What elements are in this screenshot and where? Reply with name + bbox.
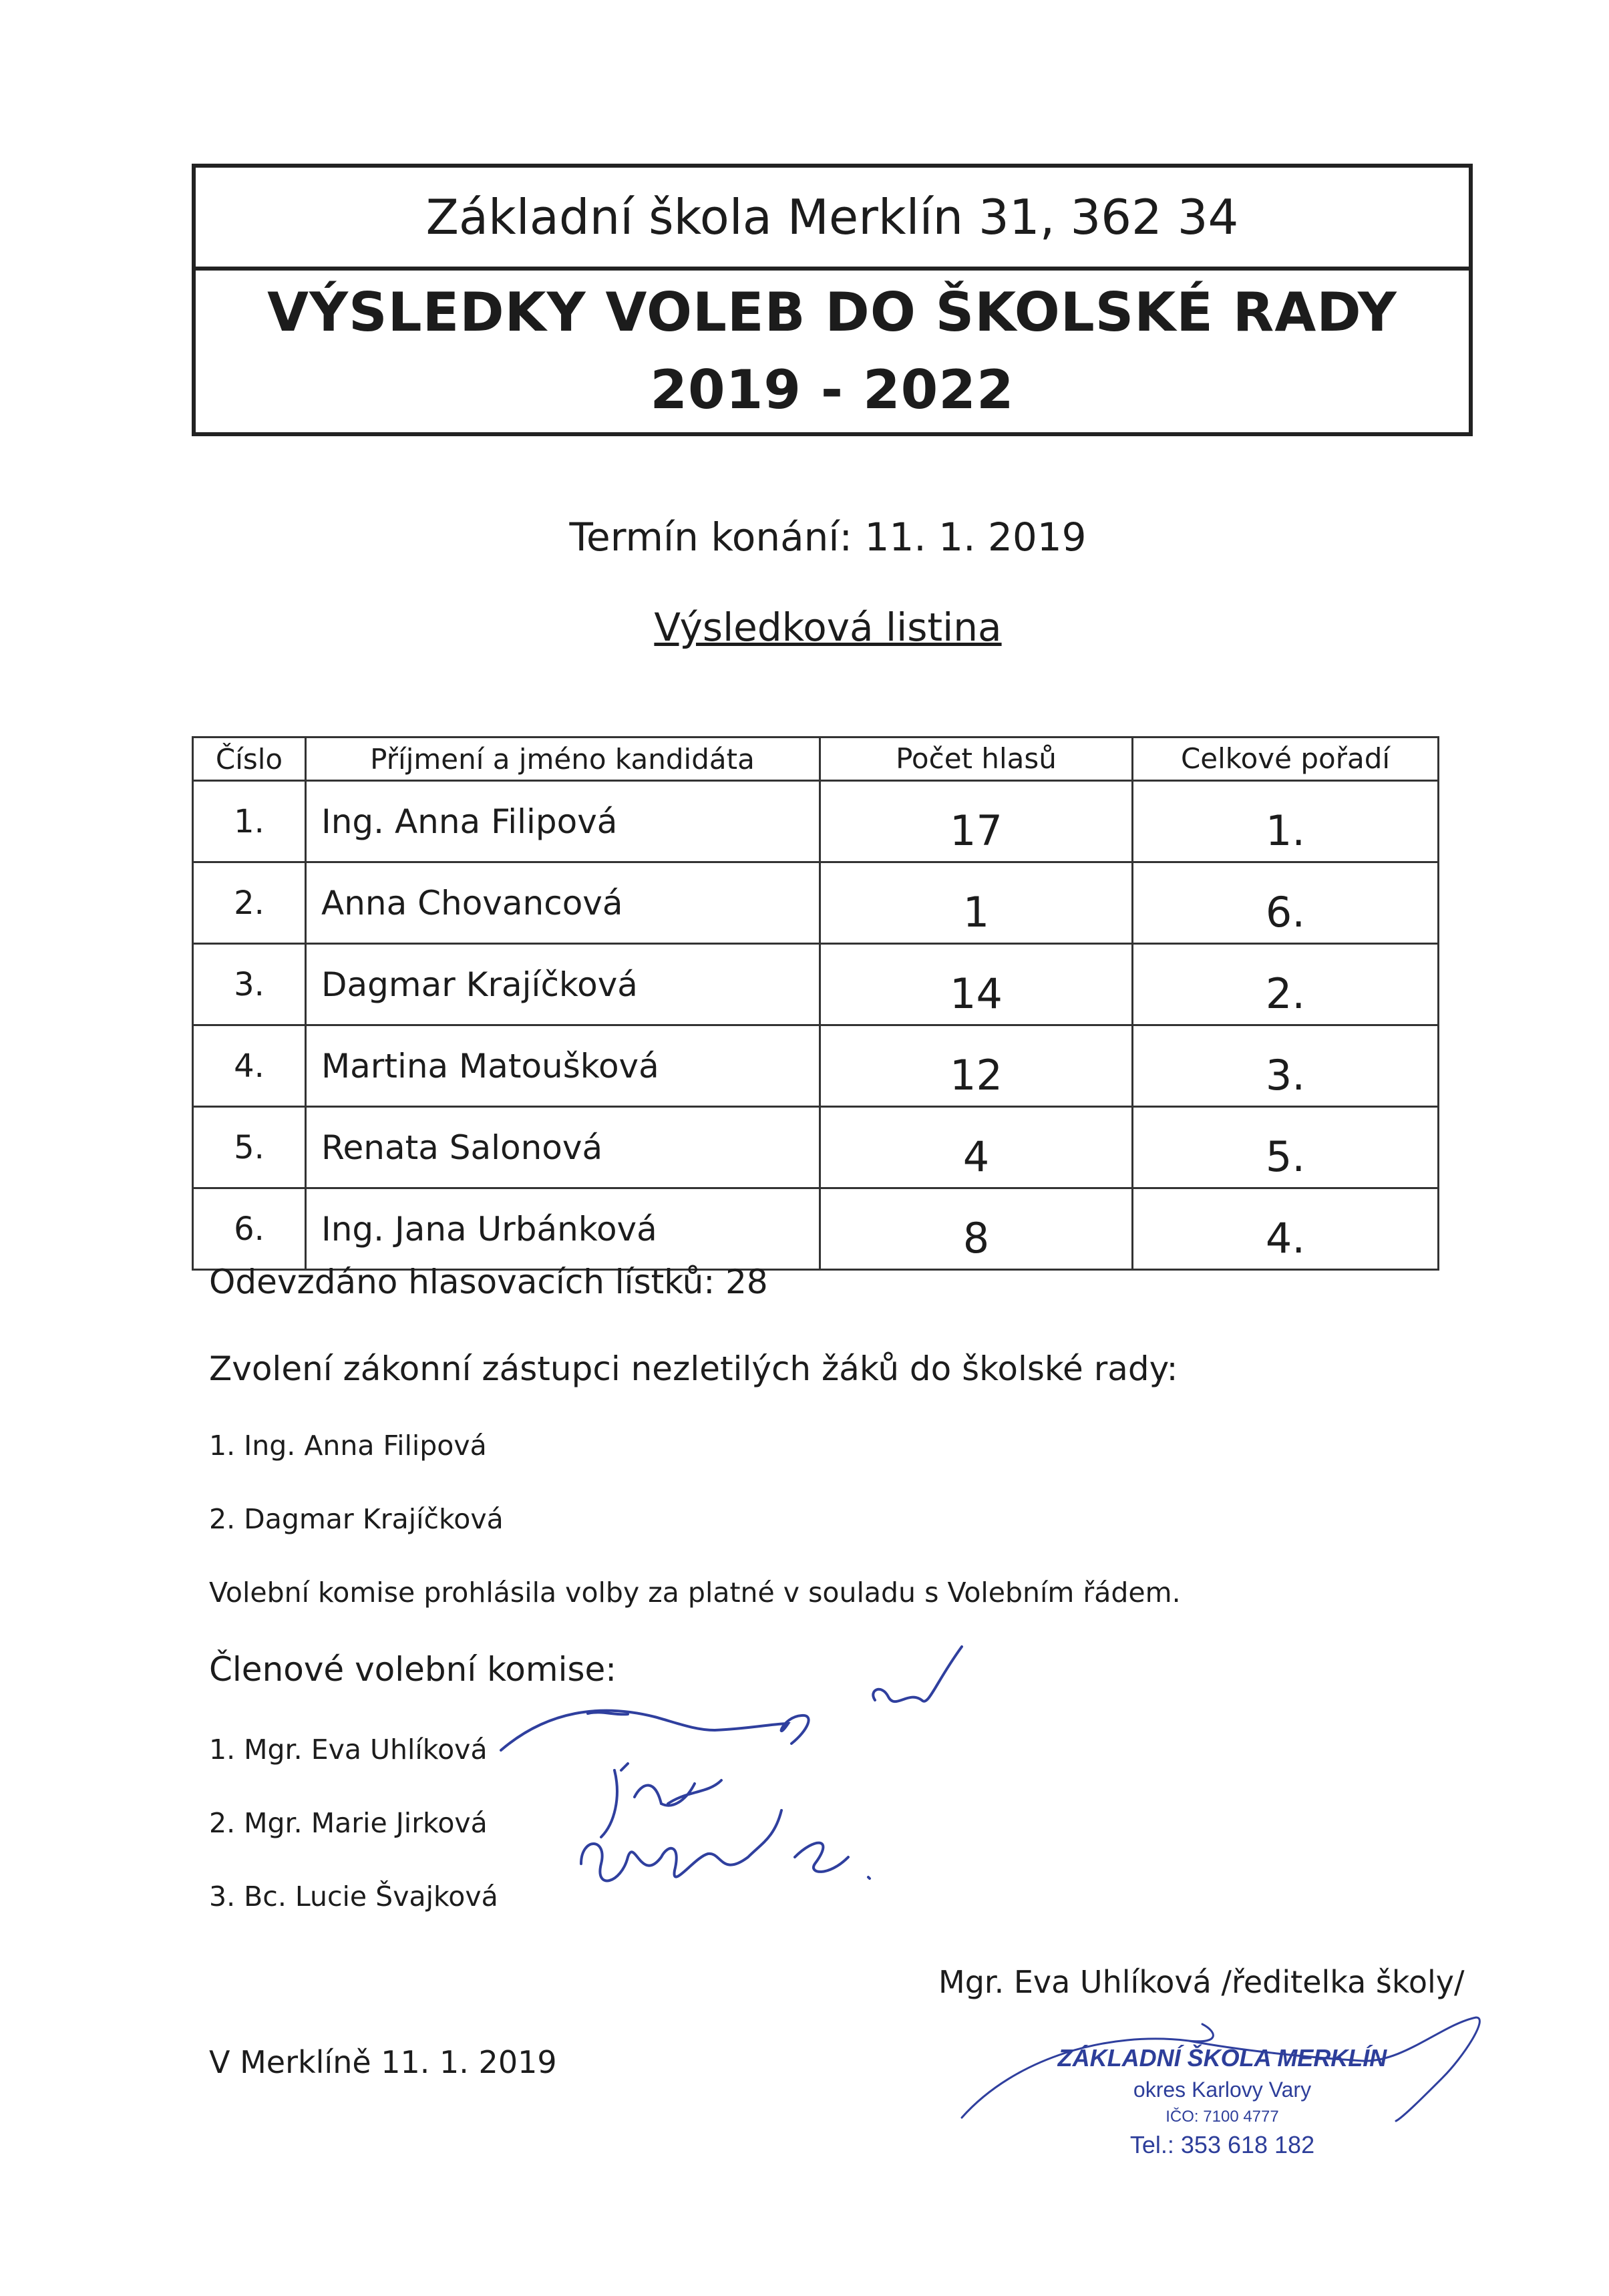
cell-votes: 8 [820,1188,1133,1270]
election-period: 2019 - 2022 [650,359,1015,421]
table-row [193,862,1439,944]
cell-votes: 12 [820,1025,1133,1107]
cell-rank: 4. [1133,1188,1439,1270]
cell-name: Martina Matoušková [306,1025,820,1107]
col-header-rank: Celkové pořadí [1133,737,1439,781]
col-header-name: Příjmení a jméno kandidáta [306,737,820,781]
cell-votes: 17 [820,781,1133,862]
stamp-phone: Tel.: 353 618 182 [1129,2131,1315,2158]
cell-rank: 1. [1133,781,1439,862]
committee-signatures [494,1637,1002,1917]
cell-number: 2. [193,862,306,944]
cell-name: Ing. Jana Urbánková [306,1188,820,1270]
committee-member: 1. Mgr. Eva Uhlíková [209,1734,488,1766]
signature-uhlikova [501,1711,809,1750]
cell-number: 4. [193,1025,306,1107]
cell-number: 6. [193,1188,306,1270]
cell-name: Renata Salonová [306,1107,820,1188]
table-header-row [193,737,1439,781]
cell-number: 5. [193,1107,306,1188]
elected-item: 2. Dagmar Krajíčková [209,1503,504,1535]
table-row [193,1107,1439,1188]
cell-rank: 3. [1133,1025,1439,1107]
cell-number: 3. [193,944,306,1025]
cell-number: 1. [193,781,306,862]
cell-votes: 4 [820,1107,1133,1188]
cell-name: Dagmar Krajíčková [306,944,820,1025]
table-row [193,944,1439,1025]
elected-heading: Zvolení zákonní zástupci nezletilých žáků do školské rady: [209,1349,1178,1388]
col-header-number: Číslo [193,737,306,781]
cell-votes: 14 [820,944,1133,1025]
stamp-district: okres Karlovy Vary [1133,2078,1312,2102]
signature-jirkova [601,1764,721,1837]
col-header-votes: Počet hlasů [820,737,1133,781]
director-name: Mgr. Eva Uhlíková /ředitelka školy/ [938,1964,1465,2000]
committee-member: 2. Mgr. Marie Jirková [209,1807,488,1839]
signature-svajkova [581,1810,870,1880]
elected-item: 1. Ing. Anna Filipová [209,1430,487,1462]
school-stamp [935,2004,1509,2218]
results-table [192,736,1439,1271]
cell-rank: 2. [1133,944,1439,1025]
cell-name: Anna Chovancová [306,862,820,944]
school-name: Základní škola Merklín 31, 362 34 [196,168,1469,271]
header-box [192,164,1473,436]
committee-member: 3. Bc. Lucie Švajková [209,1880,498,1913]
document-title: VÝSLEDKY VOLEB DO ŠKOLSKÉ RADY [267,281,1397,343]
stamp-school-name: ZÁKLADNÍ ŠKOLA MERKLÍN [1057,2044,1387,2072]
results-heading: Výsledková listina [654,605,1002,650]
cell-rank: 5. [1133,1107,1439,1188]
title-block [196,271,1469,432]
cell-name: Ing. Anna Filipová [306,781,820,862]
cell-votes: 1 [820,862,1133,944]
election-date: Termín konání: 11. 1. 2019 [569,514,1087,560]
table-row [193,781,1439,862]
table-row [193,1188,1439,1270]
place-and-date: V Merklíně 11. 1. 2019 [209,2044,557,2080]
stamp-ico: IČO: 7100 4777 [1166,2108,1279,2126]
cell-rank: 6. [1133,862,1439,944]
ballots-submitted: Odevzdáno hlasovacích lístků: 28 [209,1263,768,1301]
signature-uhlikova-initials [873,1647,962,1701]
validity-statement: Volební komise prohlásila volby za platné v souladu s Volebním řádem. [209,1577,1181,1609]
committee-heading: Členové volební komise: [209,1650,617,1689]
table-row [193,1025,1439,1107]
